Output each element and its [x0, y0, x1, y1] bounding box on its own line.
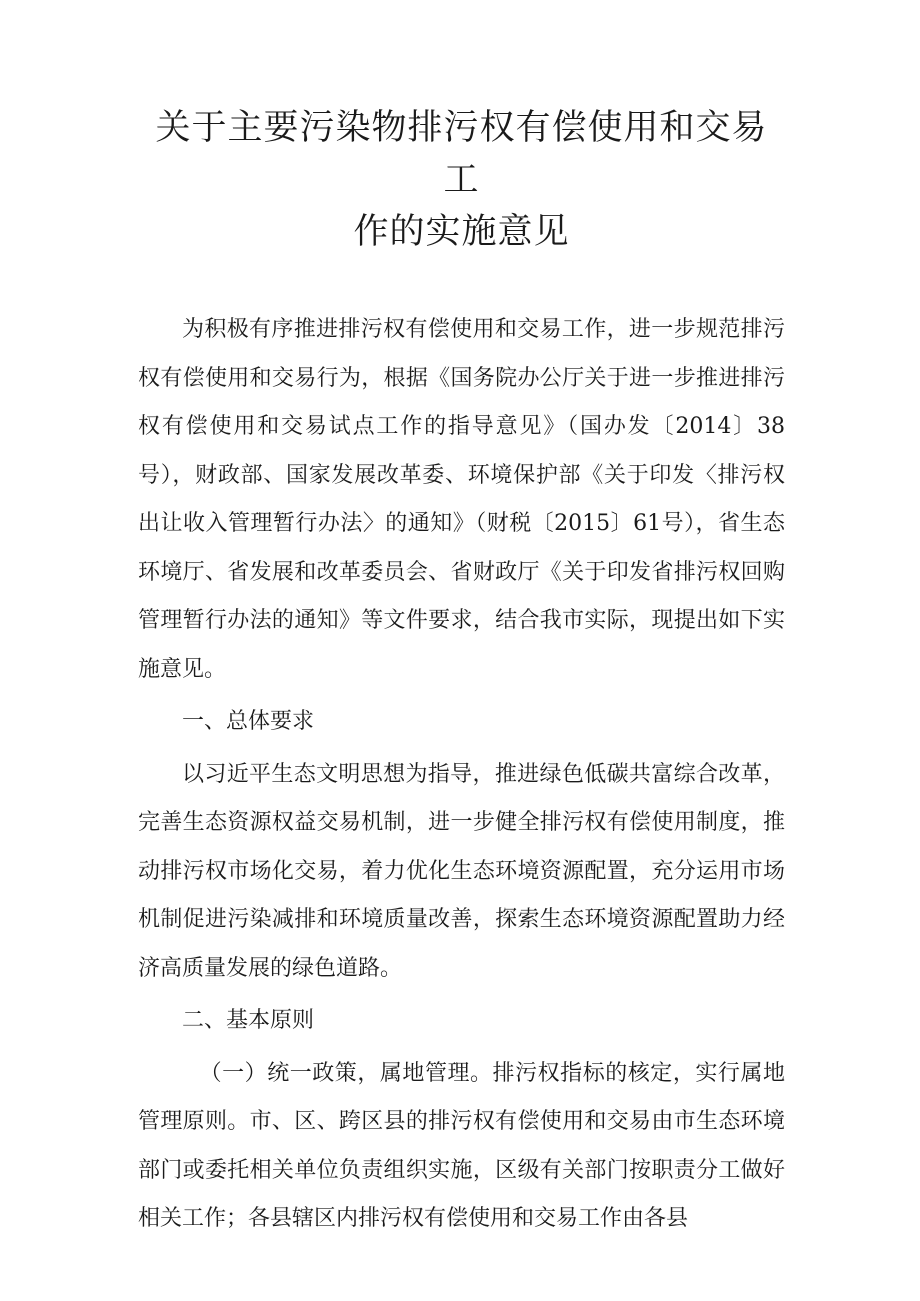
document-title [138, 102, 785, 258]
document-title-line-2: 作的实施意见 [353, 212, 570, 252]
section-heading-basic-principles: 二、基本原则 [182, 1008, 315, 1033]
intro-paragraph: 为积极有序推进排污权有偿使用和交易工作，进一步规范排污权有偿使用和交易行为，根据《国务院办公厅关于进一步推进排污权有偿使用和交易试点工作的指导意见》（国办发〔2014〕38号），财政部、国家发展改革委、环境保护部《关于印发〈排污权出让收入管理暂行办法〉的通知》（财税〔2015〕61号），省生态环境厅、省发展和改革委员会、省财政厅《关于印发省排污权回购管理暂行办法的通知》等文件要求，结合我市实际，现提出如下实施意见。 [138, 317, 785, 682]
basic-principles-paragraph-1: （一）统一政策，属地管理。排污权指标的核定，实行属地管理原则。市、区、跨区县的排污权有偿使用和交易由市生态环境部门或委托相关单位负责组织实施，区级有关部门按职责分工做好相关工作；各县辖区内排污权有偿使用和交易工作由各县 [138, 1060, 785, 1231]
document-body [138, 306, 785, 1244]
section-heading-general-requirements: 一、总体要求 [182, 709, 315, 734]
general-requirements-paragraph: 以习近平生态文明思想为指导，推进绿色低碳共富综合改革，完善生态资源权益交易机制，进一步健全排污权有偿使用制度，推动排污权市场化交易，着力优化生态环境资源配置，充分运用市场机制促进污染减排和环境质量改善，探索生态环境资源配置助力经济高质量发展的绿色道路。 [138, 761, 785, 981]
document-title-line-1: 关于主要污染物排污权有偿使用和交易工 [155, 108, 768, 200]
